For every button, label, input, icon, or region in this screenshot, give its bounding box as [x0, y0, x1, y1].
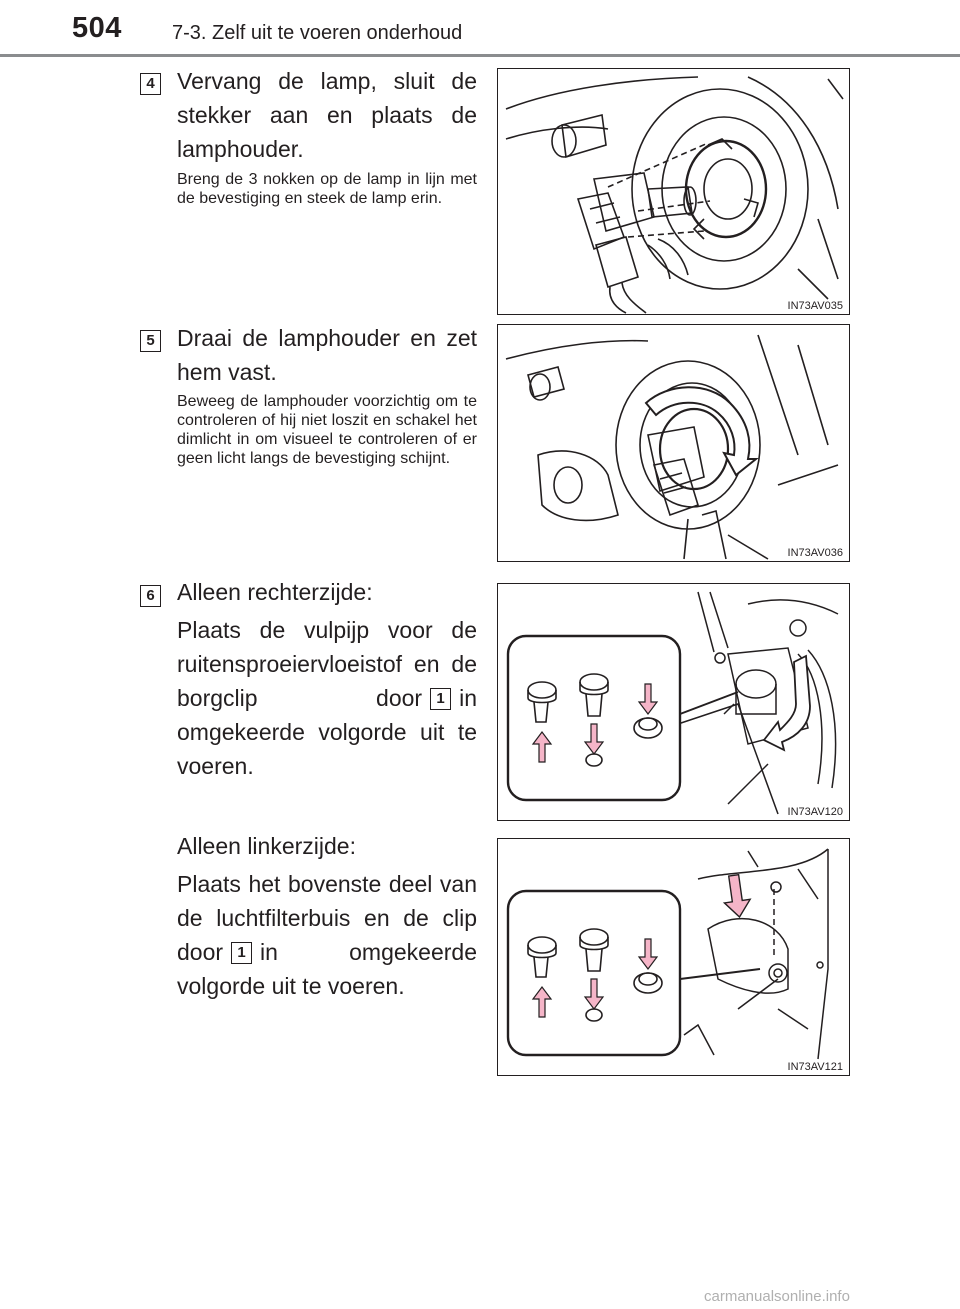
step-6-right-block	[177, 575, 477, 783]
reference-number: 1	[231, 942, 252, 964]
page-number: 504	[72, 12, 122, 44]
lamp-rotate-illustration	[498, 325, 849, 561]
left-side-heading: Alleen linkerzijde:	[177, 833, 356, 859]
right-side-instruction: Plaats de vulpijp voor de ruitensproeiervloeistof en de borgclip door 1 in omgekeerde volgorde uit te voeren.	[177, 617, 477, 779]
step-4-number: 4	[140, 73, 161, 95]
step-4-text: Vervang de lamp, sluit de stekker aan en plaats de lamphouder.	[177, 68, 477, 162]
lamp-install-illustration	[498, 69, 849, 314]
step-5-note: Beweeg de lamphouder voorzichtig om te controleren of hij niet loszit en schakel het dimlicht in om visueel te controleren of er geen licht langs de bevestiging schijnt.	[177, 393, 477, 467]
reference-number: 1	[430, 688, 451, 710]
step-6-left-block	[177, 829, 477, 1003]
figure-code: IN73AV120	[787, 806, 843, 818]
header-rule	[0, 54, 960, 57]
figure-code: IN73AV035	[787, 300, 843, 312]
step-4-note: Breng de 3 nokken op de lamp in lijn met de bevestiging en steek de lamp erin.	[177, 171, 477, 207]
figure-code: IN73AV036	[787, 547, 843, 559]
step-6-number: 6	[140, 585, 161, 607]
right-side-illustration	[498, 584, 849, 820]
step-5-text: Draai de lamphouder en zet hem vast.	[177, 325, 477, 385]
footer-watermark[interactable]: carmanualsonline.info	[704, 1288, 850, 1305]
step-5-number: 5	[140, 330, 161, 352]
figure-right-side	[497, 583, 850, 821]
figure-code: IN73AV121	[787, 1061, 843, 1073]
right-side-heading: Alleen rechterzijde:	[177, 579, 373, 605]
figure-lamp-install	[497, 68, 850, 315]
page-header	[0, 0, 960, 58]
left-side-illustration	[498, 839, 849, 1075]
section-title: 7-3. Zelf uit te voeren onderhoud	[172, 22, 463, 44]
figure-lamp-rotate	[497, 324, 850, 562]
left-side-instruction: Plaats het bovenste deel van de luchtfilterbuis en de clip door 1 in omgekeerde volgorde uit te voeren.	[177, 871, 477, 999]
figure-left-side	[497, 838, 850, 1076]
